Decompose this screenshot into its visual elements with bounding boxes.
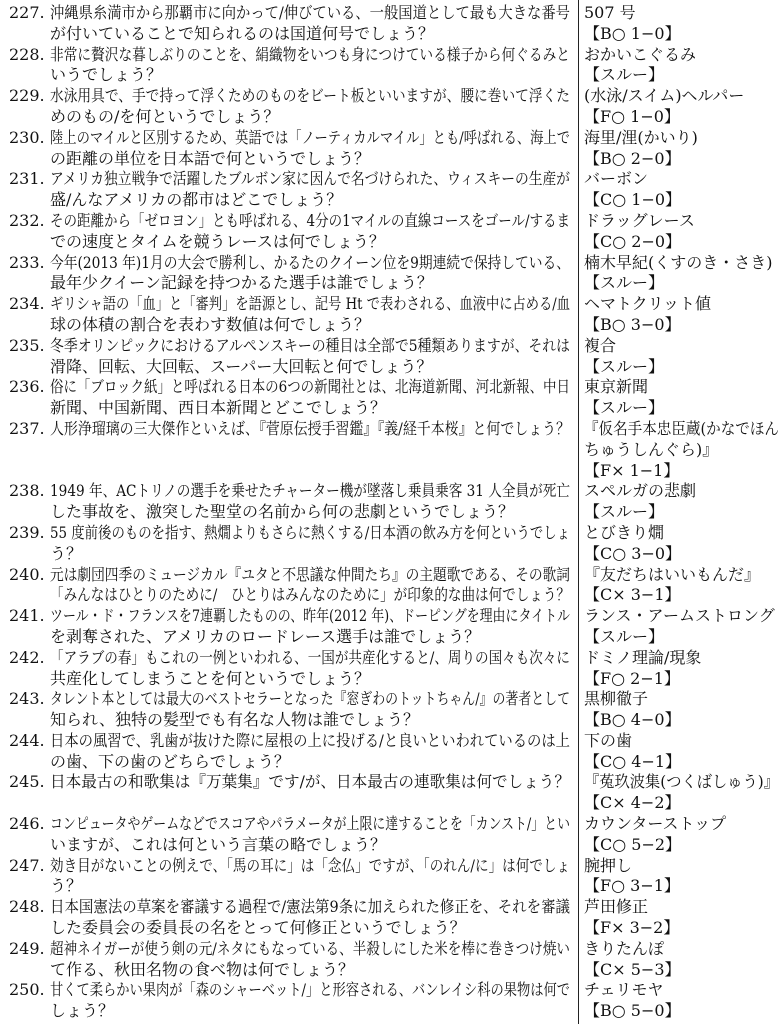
question-line: 非常に贅沢な暮しぶりのことを、絹織物をいつも身につけている様子から何ぐるみと: [50, 44, 570, 64]
question-number: 240.: [9, 564, 45, 584]
answer-result: 【スルー】: [584, 398, 665, 418]
answer-cell: [584, 731, 780, 773]
question-number: 237.: [9, 418, 45, 438]
quiz-row: [0, 731, 783, 773]
question-number: 241.: [9, 606, 45, 626]
question-line: 「みんなはひとりのために/ ひとりはみんなのために」が印象的な曲は何でしょう？: [50, 585, 570, 605]
question-text: [50, 814, 570, 856]
question-line: した事故を、激突した聖堂の名前から何の悲劇というでしょう？: [50, 502, 515, 522]
answer-text: 複合: [584, 335, 617, 355]
question-line: 日本最古の和歌集は『万葉集』です/が、日本最古の連歌集は何でしょう？: [50, 772, 570, 792]
question-number: 248.: [9, 897, 45, 917]
question-number: 232.: [9, 210, 45, 230]
quiz-row: [0, 377, 783, 419]
answer-text: 黒柳徹子: [584, 689, 649, 709]
answer-cell: [584, 980, 780, 1022]
answer-cell: [584, 565, 780, 607]
answer-cell: [584, 419, 780, 481]
question-text: [50, 980, 570, 1022]
question-line: の距離の単位を日本語で何というでしょう？: [50, 148, 371, 168]
question-line: を剥奪された、アメリカのロードレース選手は誰でしょう？: [50, 626, 481, 646]
answer-cell: [584, 523, 780, 565]
question-text: [50, 3, 570, 45]
question-number: 231.: [9, 169, 45, 189]
question-line: 「アラブの春」もこれの一例といわれる、一国が共産化すると/、周りの国々も次々に: [50, 647, 570, 667]
answer-result: 【C× 3−1】: [584, 585, 681, 605]
question-text: [50, 939, 570, 981]
question-text: [50, 45, 570, 87]
answer-result: 【B○ 4−0】: [584, 710, 681, 730]
answer-result: 【B○ 2−0】: [584, 148, 681, 168]
answer-text: ドミノ理論/現象: [584, 647, 702, 667]
quiz-row: [0, 253, 783, 295]
question-line: 人形浄瑠璃の三大傑作といえば、『菅原伝授手習鑑』『義/経千本桜』と何でしょう？: [50, 418, 570, 438]
quiz-row: [0, 169, 783, 211]
quiz-row: [0, 419, 783, 481]
answer-result: 【F× 3−2】: [584, 918, 680, 938]
quiz-row: [0, 523, 783, 565]
question-line: めのもの/を何というでしょう？: [50, 106, 280, 126]
question-text: [50, 128, 570, 170]
question-line: 沖縄県糸満市から那覇市に向かって/伸びている、一般国道として最も大きな番号: [50, 3, 570, 22]
question-line: う？: [50, 876, 83, 896]
quiz-row: [0, 45, 783, 87]
question-line: 超神ネイガーが使う剣の元/ネタにもなっている、半殺しにした米を棒に巻きつけ焼い: [50, 938, 570, 958]
answer-result: 【スルー】: [584, 273, 665, 293]
question-number: 239.: [9, 522, 45, 542]
answer-text: カウンターストップ: [584, 814, 727, 834]
quiz-row: [0, 772, 783, 814]
quiz-row: [0, 211, 783, 253]
question-number: 233.: [9, 252, 45, 272]
answer-cell: [584, 648, 780, 690]
answer-cell: [584, 45, 780, 87]
question-text: [50, 377, 570, 419]
question-line: 陸上のマイルと区別するため、英語では「ノーティカルマイル」とも/呼ばれる、海上で: [50, 127, 570, 147]
quiz-row: [0, 814, 783, 856]
answer-result: 【F○ 2−1】: [584, 668, 680, 688]
question-number: 242.: [9, 647, 45, 667]
quiz-row: [0, 648, 783, 690]
question-line: アメリカ独立戦争で活躍したブルボン家に因んで名づけられた、ウィスキーの生産が: [50, 169, 570, 189]
question-line: う？: [50, 543, 83, 563]
question-number: 247.: [9, 855, 45, 875]
quiz-row: [0, 856, 783, 898]
answer-text: 東京新聞: [584, 377, 649, 397]
question-line: 知られ、独特の髪型でも有名な人物は誰でしょう？: [50, 710, 419, 730]
question-line: しょう？: [50, 1001, 115, 1021]
question-text: [50, 897, 570, 939]
answer-text: バーボン: [584, 169, 649, 189]
quiz-row: [0, 3, 783, 45]
answer-result: 【F○ 1−0】: [584, 106, 680, 126]
question-number: 234.: [9, 294, 45, 314]
question-number: 236.: [9, 377, 45, 397]
answer-text: 『仮名手本忠臣蔵(かなでほん: [584, 418, 779, 438]
quiz-row: [0, 606, 783, 648]
question-line: 盛/んなアメリカの都市はどこでしょう？: [50, 190, 343, 210]
quiz-row: [0, 565, 783, 607]
question-text: [50, 772, 570, 793]
quiz-row: [0, 980, 783, 1022]
answer-text: 芦田修正: [584, 897, 649, 917]
answer-cell: [584, 481, 780, 523]
question-line: ツール・ド・フランスを7連覇したものの、昨年(2012 年)、ドーピングを理由にタイトル: [50, 606, 570, 626]
answer-text: (水泳/スイム)ヘルパー: [584, 86, 745, 106]
question-line: 効き目がないことの例えで、「馬の耳に」は「念仏」ですが、「のれん/に」は何でしょ: [50, 855, 570, 875]
question-line: 元は劇団四季のミュージカル『ユタと不思議な仲間たち』の主題歌である、その歌詞: [50, 564, 570, 584]
question-number: 238.: [9, 481, 45, 501]
question-text: [50, 211, 570, 253]
question-number: 235.: [9, 335, 45, 355]
answer-cell: [584, 86, 780, 128]
question-text: [50, 481, 570, 523]
question-text: [50, 523, 570, 565]
question-line: での速度とタイムを競うレースは何でしょう？: [50, 231, 385, 251]
question-text: [50, 169, 570, 211]
question-number: 227.: [9, 3, 45, 22]
answer-text: おかいこぐるみ: [584, 44, 697, 64]
answer-result: 【B○ 3−0】: [584, 314, 681, 334]
answer-cell: [584, 211, 780, 253]
question-line: が付いていることで知られるのは国道何号でしょう？: [50, 23, 435, 43]
quiz-row: [0, 481, 783, 523]
question-number: 244.: [9, 730, 45, 750]
answer-cell: [584, 169, 780, 211]
question-line: 1949 年、ACトリノの選手を乗せたチャーター機が墜落し乗員乗客 31 人全員が死亡: [50, 481, 570, 501]
answer-result: 【F○ 3−1】: [584, 876, 680, 896]
answer-result: 【F× 1−1】: [584, 460, 680, 480]
question-line: タレント本としては最大のベストセラーとなった『窓ぎわのトットちゃん/』の著者として: [50, 689, 570, 709]
question-line: その距離から「ゼロヨン」とも呼ばれる、4分の1マイルの直線コースをゴール/するま: [50, 210, 570, 230]
question-text: [50, 689, 570, 731]
question-text: [50, 731, 570, 773]
answer-text: ちゅうしんぐら)』: [584, 439, 719, 459]
answer-text: ドラッグレース: [584, 210, 695, 230]
answer-result: 【C○ 1−0】: [584, 190, 682, 210]
answer-text: ヘマトクリット値: [584, 294, 712, 314]
answer-cell: [584, 336, 780, 378]
question-number: 249.: [9, 938, 45, 958]
answer-result: 【C× 5−3】: [584, 959, 681, 979]
answer-cell: [584, 253, 780, 295]
answer-result: 【B○ 1−0】: [584, 23, 681, 43]
answer-text: きりたんぽ: [584, 938, 665, 958]
quiz-row: [0, 897, 783, 939]
answer-result: 【C○ 2−0】: [584, 231, 682, 251]
question-number: 245.: [9, 772, 45, 792]
quiz-row: [0, 689, 783, 731]
question-line: いますが、これは何という言葉の略でしょう？: [50, 834, 387, 854]
answer-cell: [584, 897, 780, 939]
answer-cell: [584, 606, 780, 648]
quiz-row: [0, 128, 783, 170]
quiz-row: [0, 336, 783, 378]
answer-result: 【C× 4−2】: [584, 793, 681, 813]
question-number: 230.: [9, 127, 45, 147]
answer-cell: [584, 814, 780, 856]
answer-cell: [584, 3, 780, 45]
answer-text: 楠木早紀(くすのき・さき): [584, 252, 773, 272]
answer-cell: [584, 856, 780, 898]
answer-text: 『友だちはいいもんだ』: [584, 564, 761, 584]
question-text: [50, 86, 570, 128]
quiz-list: [0, 3, 783, 1022]
question-line: 日本国憲法の草案を審議する過程で/憲法第9条に加えられた修正を、それを審議: [50, 897, 570, 917]
answer-result: 【B○ 5−0】: [584, 1001, 681, 1021]
answer-text: 507 号: [584, 3, 636, 22]
question-line: の歯、下の歯のどちらでしょう？: [50, 751, 290, 771]
question-line: 滑降、回転、大回転、スーパー大回転と何でしょう？: [50, 356, 433, 376]
question-text: [50, 606, 570, 648]
quiz-row: [0, 86, 783, 128]
question-number: 229.: [9, 86, 45, 106]
quiz-row: [0, 294, 783, 336]
answer-result: 【スルー】: [584, 502, 665, 522]
question-number: 250.: [9, 980, 45, 1000]
answer-result: 【スルー】: [584, 65, 665, 85]
answer-text: スペルガの悲劇: [584, 481, 697, 501]
question-line: 共産化してしまうことを何というでしょう？: [50, 668, 371, 688]
question-text: [50, 294, 570, 336]
question-line: 甘くて柔らかい果肉が「森のシャーベット/」と形容される、バンレイシ科の果物は何で: [50, 980, 570, 1000]
question-line: 今年(2013 年)1月の大会で勝利し、かるたのクイーン位を9期連続で保持している、: [50, 252, 570, 272]
question-line: 水泳用具で、手で持って浮くためのものをビート板といいますが、腰に巻いて浮くた: [50, 86, 570, 106]
question-line: て作る、秋田名物の食べ物は何でしょう？: [50, 959, 355, 979]
question-number: 246.: [9, 814, 45, 834]
question-number: 243.: [9, 689, 45, 709]
question-line: 日本の風習で、乳歯が抜けた際に屋根の上に投げる/と良いといわれているのは上: [50, 730, 570, 750]
question-line: 俗に「ブロック紙」と呼ばれる日本の6つの新聞社とは、北海道新聞、河北新報、中日: [50, 377, 570, 397]
answer-text: 『菟玖波集(つくばしゅう)』: [584, 772, 779, 792]
answer-result: 【スルー】: [584, 356, 665, 376]
question-text: [50, 565, 570, 607]
question-text: [50, 336, 570, 378]
answer-cell: [584, 939, 780, 981]
question-text: [50, 648, 570, 690]
answer-result: 【C○ 4−1】: [584, 751, 682, 771]
question-line: ギリシャ語の「血」と「審判」を語源とし、記号 Ht で表わされる、血液中に占める/血: [50, 294, 570, 314]
question-line: いうでしょう？: [50, 65, 163, 85]
answer-result: 【C○ 3−0】: [584, 543, 682, 563]
answer-cell: [584, 294, 780, 336]
question-line: コンピュータやゲームなどでスコアやパラメータが上限に達することを「カンスト/」とい: [50, 814, 570, 834]
question-text: [50, 856, 570, 898]
question-line: 新聞、中国新聞、西日本新聞とどこでしょう？: [50, 398, 387, 418]
question-line: した委員会の委員長の名をとって何修正というでしょう？: [50, 918, 466, 938]
answer-result: 【C○ 5−2】: [584, 834, 682, 854]
answer-text: チェリモヤ: [584, 980, 664, 1000]
question-line: 最年少クイーン記録を持つかるた選手は誰でしょう？: [50, 273, 433, 293]
answer-text: とびきり燗: [584, 522, 665, 542]
answer-cell: [584, 377, 780, 419]
question-line: 冬季オリンピックにおけるアルペンスキーの種目は全部で5種類ありますが、それは: [50, 335, 570, 355]
question-text: [50, 419, 570, 440]
answer-text: 海里/浬(かいり): [584, 127, 698, 147]
answer-text: ランス・アームストロング: [584, 606, 775, 626]
question-line: 55 度前後のものを指す、熱燗よりもさらに熱くする/日本酒の飲み方を何というでしょ: [50, 522, 570, 542]
answer-result: 【スルー】: [584, 626, 665, 646]
question-number: 228.: [9, 44, 45, 64]
question-text: [50, 253, 570, 295]
answer-text: 下の歯: [584, 730, 633, 750]
answer-cell: [584, 772, 780, 814]
answer-cell: [584, 128, 780, 170]
answer-cell: [584, 689, 780, 731]
question-line: 球の体積の割合を表わす数値は何でしょう？: [50, 314, 371, 334]
quiz-row: [0, 939, 783, 981]
answer-text: 腕押し: [584, 855, 633, 875]
